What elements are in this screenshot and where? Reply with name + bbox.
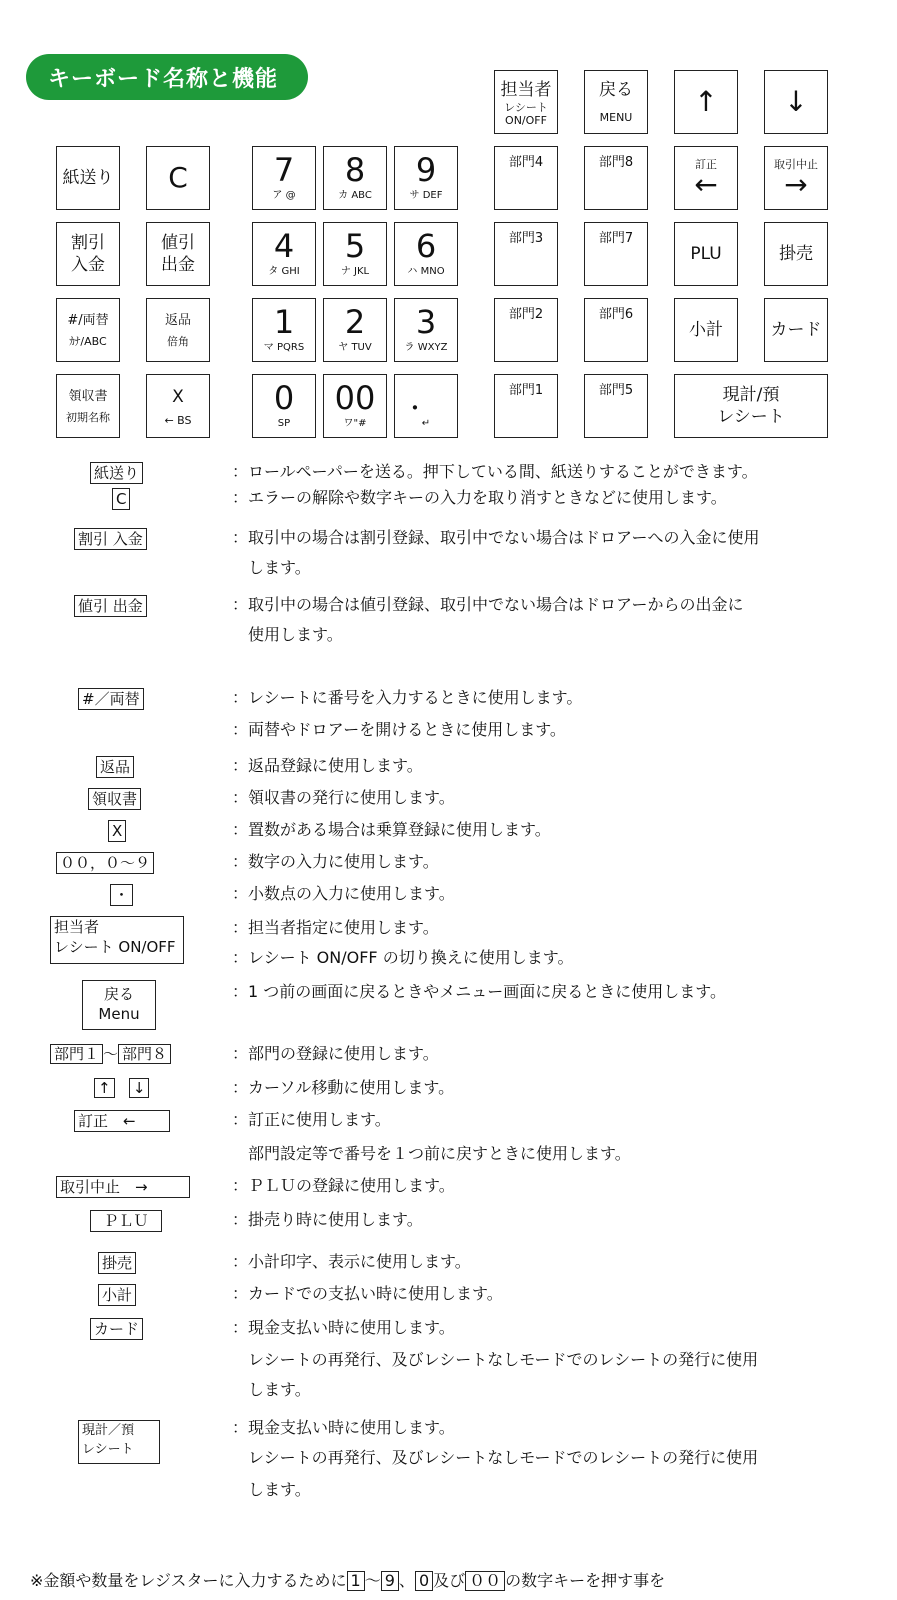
- legend-desc: ：取引中の場合は値引登録、取引中でない場合はドロアーからの出金に: [232, 595, 744, 614]
- legend-label-line: Menu: [98, 1005, 140, 1023]
- legend-label: X: [108, 820, 126, 842]
- legend-label: 掛売: [98, 1252, 136, 1274]
- legend-desc: ：取引中の場合は割引登録、取引中でない場合はドロアーへの入金に使用: [232, 528, 760, 547]
- legend-desc: します。: [248, 1480, 311, 1499]
- legend-desc: ：返品登録に使用します。: [232, 756, 423, 775]
- key-label: 掛売: [779, 244, 813, 264]
- key-card[interactable]: [764, 298, 828, 362]
- key-label: 部門7: [598, 231, 634, 246]
- footer-text: 及び: [433, 1571, 466, 1590]
- key-00[interactable]: [323, 374, 387, 438]
- legend-label-line: レシート ON/OFF: [54, 938, 176, 956]
- legend-label-arrows: [94, 1078, 149, 1098]
- legend-desc: ：1 つ前の画面に戻るときやメニュー画面に戻るときに使用します。: [232, 982, 726, 1001]
- key-subtotal[interactable]: [674, 298, 738, 362]
- key-2[interactable]: [323, 298, 387, 362]
- key-number: 9: [415, 151, 437, 189]
- key-label: 部門8: [598, 155, 634, 170]
- key-plu[interactable]: [674, 222, 738, 286]
- key-label: 領収書: [68, 388, 108, 404]
- legend-label-dept: [50, 1044, 171, 1064]
- key-sub: カ ABC: [338, 190, 372, 201]
- arrow-right-icon: →: [784, 167, 808, 201]
- key-label: MENU: [599, 111, 633, 124]
- key-paper-feed[interactable]: [56, 146, 120, 210]
- key-label: ← BS: [164, 413, 192, 427]
- legend-desc: ：レシートに番号を入力するときに使用します。: [232, 688, 583, 707]
- legend-desc: ：訂正に使用します。: [232, 1110, 391, 1129]
- key-label: 初期名称: [66, 410, 110, 424]
- key-label: PLU: [690, 244, 722, 264]
- key-label: 倍角: [167, 334, 189, 348]
- key-0[interactable]: [252, 374, 316, 438]
- legend-label: 小計: [98, 1284, 136, 1306]
- key-label: 現計/預: [722, 385, 780, 405]
- legend-desc: ：現金支払い時に使用します。: [232, 1318, 455, 1337]
- legend-desc: ：小数点の入力に使用します。: [232, 884, 455, 903]
- key-label: ON/OFF: [505, 114, 547, 127]
- key-label: ｶﾅ/ABC: [69, 334, 107, 348]
- footer-text: ※金額や数量をレジスターに入力するために: [30, 1571, 347, 1590]
- key-1[interactable]: [252, 298, 316, 362]
- legend-label-line: 現計／預: [82, 1423, 135, 1438]
- key-sub: ハ MNO: [407, 266, 445, 277]
- key-hash-exchange[interactable]: [56, 298, 120, 362]
- key-label: 部門4: [508, 155, 544, 170]
- footer-text: 、: [398, 1571, 415, 1590]
- legend-desc: レシートの再発行、及びレシートなしモードでのレシートの発行に使用: [248, 1350, 759, 1369]
- arrow-up-icon: ↑: [94, 1078, 115, 1098]
- key-dept-8[interactable]: [584, 146, 648, 210]
- key-receipt-book[interactable]: [56, 374, 120, 438]
- arrow-down-icon: ↓: [784, 85, 808, 118]
- key-sub: タ GHI: [268, 266, 300, 277]
- legend-desc: ：掛売り時に使用します。: [232, 1210, 423, 1229]
- key-number: 3: [415, 303, 437, 341]
- key-label: C: [168, 161, 188, 194]
- key-label: 訂正: [695, 157, 717, 171]
- legend-desc: ：エラーの解除や数字キーの入力を取り消すときなどに使用します。: [232, 488, 727, 507]
- key-label: 入金: [71, 255, 105, 275]
- key-6[interactable]: [394, 222, 458, 286]
- legend-label: ００，０～９: [56, 852, 154, 874]
- key-multiply[interactable]: [146, 374, 210, 438]
- key-sub: ナ JKL: [340, 266, 370, 277]
- key-cancel-transaction[interactable]: [764, 146, 828, 210]
- legend-label: 紙送り: [90, 462, 143, 484]
- key-3[interactable]: [394, 298, 458, 362]
- legend-label-sep: ～: [103, 1045, 119, 1063]
- key-label: 部門3: [508, 231, 544, 246]
- footer-key: 9: [381, 1571, 399, 1591]
- key-sub: サ DEF: [409, 190, 443, 201]
- legend-desc: ：カードでの支払い時に使用します。: [232, 1284, 503, 1303]
- legend-desc: ：小計印字、表示に使用します。: [232, 1252, 471, 1271]
- key-correct[interactable]: [674, 146, 738, 210]
- legend-desc: します。: [248, 558, 311, 577]
- key-label: 担当者: [500, 80, 552, 100]
- key-number: 6: [415, 227, 437, 265]
- legend-desc: レシートの再発行、及びレシートなしモードでのレシートの発行に使用: [248, 1448, 759, 1467]
- key-cash-total[interactable]: [674, 374, 828, 438]
- legend-desc: 使用します。: [248, 625, 343, 644]
- key-number: ．: [409, 379, 442, 417]
- legend-desc: ：レシート ON/OFF の切り換えに使用します。: [232, 948, 574, 967]
- legend-desc: ：カーソル移動に使用します。: [232, 1078, 455, 1097]
- legend-desc: ：両替やドロアーを開けるときに使用します。: [232, 720, 566, 739]
- legend-label-line: 戻る: [103, 985, 134, 1003]
- key-number: 4: [273, 227, 295, 265]
- key-number: 0: [273, 379, 295, 417]
- key-label: 部門5: [598, 383, 634, 398]
- arrow-up-icon: ↑: [694, 85, 718, 118]
- legend-label-cash: [78, 1420, 160, 1464]
- key-4[interactable]: [252, 222, 316, 286]
- footer-text: の数字キーを押す事を: [505, 1571, 666, 1590]
- key-return[interactable]: [146, 298, 210, 362]
- legend-label: 領収書: [88, 788, 141, 810]
- legend-label-line: 担当者: [54, 918, 100, 936]
- key-label: 部門1: [508, 383, 544, 398]
- key-label: レシート: [504, 101, 548, 114]
- key-label: レシート: [717, 407, 785, 427]
- legend-label: ＰＬＵ: [90, 1210, 162, 1232]
- legend-label: 値引 出金: [74, 595, 147, 617]
- legend-label: 部門１: [50, 1044, 103, 1064]
- key-staff-receipt[interactable]: [494, 70, 558, 134]
- footer-key: 1: [347, 1571, 365, 1591]
- footer-key: ００: [465, 1571, 505, 1591]
- legend-desc: ：数字の入力に使用します。: [232, 852, 439, 871]
- enter-icon: ↵: [421, 418, 431, 429]
- legend-label-line: レシート: [82, 1442, 134, 1457]
- legend-label: 取引中止 →: [56, 1176, 190, 1198]
- legend-desc: ：現金支払い時に使用します。: [232, 1418, 455, 1437]
- key-down[interactable]: [764, 70, 828, 134]
- key-clear[interactable]: [146, 146, 210, 210]
- legend-label: #／両替: [78, 688, 144, 710]
- key-label: 出金: [161, 255, 195, 275]
- legend-label: 部門８: [118, 1044, 171, 1064]
- key-dept-6[interactable]: [584, 298, 648, 362]
- key-sub: ラ WXYZ: [404, 342, 448, 353]
- key-7[interactable]: [252, 146, 316, 210]
- key-number: 2: [344, 303, 366, 341]
- key-label: 小計: [689, 320, 723, 340]
- legend-label-staff: [50, 916, 184, 964]
- footer-note: [30, 1570, 665, 1592]
- key-markdown-withdraw[interactable]: [146, 222, 210, 286]
- key-dept-1[interactable]: [494, 374, 558, 438]
- legend-label-back: [82, 980, 156, 1030]
- key-label: 割引: [71, 233, 105, 253]
- key-label: 戻る: [599, 80, 633, 100]
- key-discount-deposit[interactable]: [56, 222, 120, 286]
- legend-label: 返品: [96, 756, 134, 778]
- key-decimal-point[interactable]: [394, 374, 458, 438]
- legend-label: ・: [110, 884, 133, 906]
- key-number: 00: [334, 379, 376, 417]
- legend-desc: ：置数がある場合は乗算登録に使用します。: [232, 820, 551, 839]
- legend-desc: ：部門の登録に使用します。: [232, 1044, 439, 1063]
- key-credit-sale[interactable]: [764, 222, 828, 286]
- key-label: カード: [770, 320, 822, 340]
- key-dept-5[interactable]: [584, 374, 648, 438]
- arrow-left-icon: ←: [694, 167, 718, 201]
- legend-desc: ：領収書の発行に使用します。: [232, 788, 455, 807]
- page-title: キーボード名称と機能: [26, 54, 308, 100]
- footer-key: 0: [415, 1571, 433, 1591]
- key-dept-4[interactable]: [494, 146, 558, 210]
- key-sub: ア @: [272, 190, 296, 201]
- key-label: 値引: [161, 233, 195, 253]
- key-number: 5: [344, 227, 366, 265]
- key-sub: ヤ TUV: [338, 342, 372, 353]
- key-label: 取引中止: [774, 157, 818, 171]
- legend-desc: ：担当者指定に使用します。: [232, 918, 439, 937]
- key-dept-2[interactable]: [494, 298, 558, 362]
- key-number: 8: [344, 151, 366, 189]
- legend-desc: ：ロールペーパーを送る。押下している間、紙送りすることができます。: [232, 462, 758, 481]
- legend-label: 訂正 ←: [74, 1110, 170, 1132]
- key-sub: SP: [277, 418, 291, 429]
- arrow-down-icon: ↓: [129, 1078, 150, 1098]
- key-8[interactable]: [323, 146, 387, 210]
- legend-label: 割引 入金: [74, 528, 147, 550]
- key-sub: ワ"#: [343, 418, 367, 429]
- key-label: 部門2: [508, 307, 544, 322]
- legend-desc: 部門設定等で番号を１つ前に戻すときに使用します。: [248, 1144, 631, 1163]
- legend-desc: します。: [248, 1380, 311, 1399]
- legend-label: C: [112, 488, 130, 510]
- key-dept-3[interactable]: [494, 222, 558, 286]
- legend-label: カード: [90, 1318, 143, 1340]
- legend-desc: ：ＰＬＵの登録に使用します。: [232, 1176, 455, 1195]
- key-9[interactable]: [394, 146, 458, 210]
- key-label: 返品: [164, 312, 191, 328]
- key-number: 1: [273, 303, 295, 341]
- key-label: X: [172, 386, 184, 407]
- key-back-menu[interactable]: [584, 70, 648, 134]
- footer-text: ～: [364, 1571, 381, 1590]
- key-up[interactable]: [674, 70, 738, 134]
- key-label: 紙送り: [62, 168, 114, 188]
- key-number: 7: [273, 151, 295, 189]
- key-label: 部門6: [598, 307, 634, 322]
- key-label: #/両替: [67, 312, 109, 328]
- key-dept-7[interactable]: [584, 222, 648, 286]
- key-5[interactable]: [323, 222, 387, 286]
- key-sub: マ PQRS: [263, 342, 305, 353]
